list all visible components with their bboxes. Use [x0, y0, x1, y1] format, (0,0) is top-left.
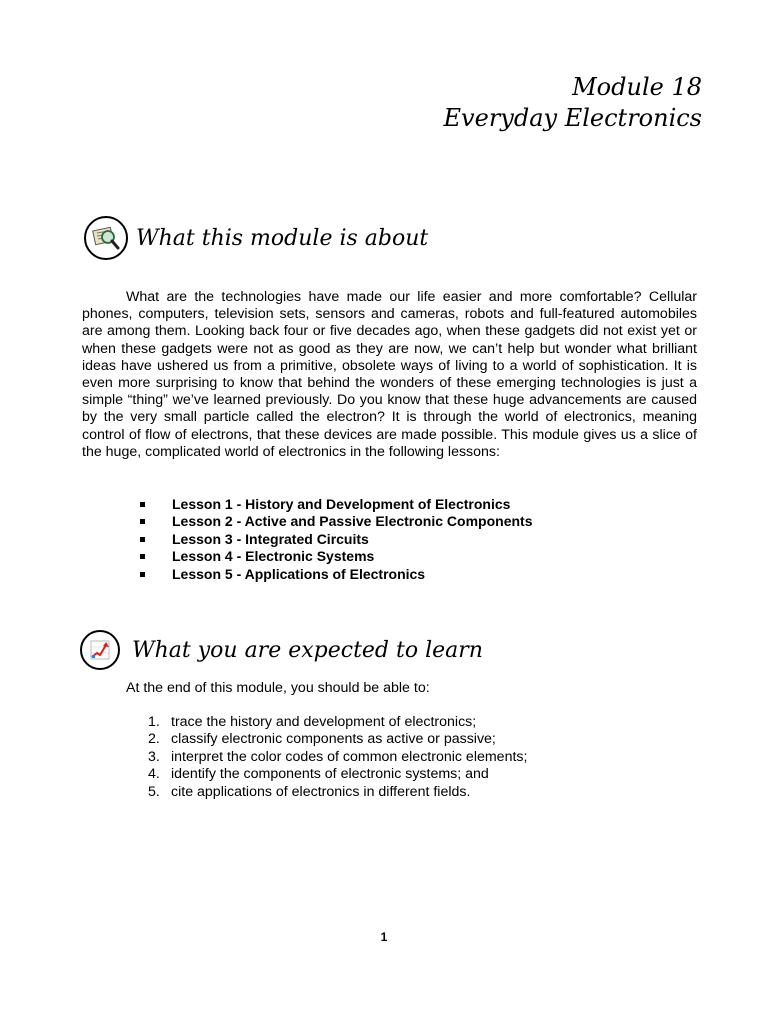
objectives-lead: At the end of this module, you should be able to: [126, 680, 430, 696]
list-item: Lesson 2 - Active and Passive Electronic Components [140, 513, 532, 530]
page-number: 1 [380, 930, 388, 944]
list-item: Lesson 5 - Applications of Electronics [140, 566, 532, 583]
bullet-icon [140, 537, 145, 542]
list-item: Lesson 3 - Integrated Circuits [140, 531, 532, 548]
module-number: Module 18 [572, 73, 702, 101]
list-item: 2. classify electronic components as active or passive; [148, 731, 496, 748]
section-about-heading: What this module is about [136, 225, 429, 251]
list-item: 3. interpret the color codes of common electronic elements; [148, 748, 528, 765]
section-about-header [84, 216, 428, 260]
bullet-icon [140, 502, 145, 507]
module-title-block [444, 72, 702, 134]
objectives-list [148, 714, 527, 801]
bullet-icon [140, 519, 145, 524]
list-item: 5. cite applications of electronics in different fields. [148, 783, 471, 800]
section-learn-heading: What you are expected to learn [132, 637, 483, 663]
module-title: Everyday Electronics [443, 104, 702, 132]
intro-paragraph: What are the technologies have made our life easier and more comfortable? Cellular phones, computers, television sets, sensors and cameras, robots and full-featured automobiles are among them. Looking back four or five decades ago, when these gadgets did not exist yet or when these gadgets were not as good as they are now, we can’t help but wonder what brilliant ideas have ushered us from a primitive, obsolete ways of living to a world of sophistication. It is even more surprising to know that behind the wonders of these emerging technologies is just a simple “thing” we’ve learned previously. Do you know that these huge advancements are caused by the very small particle called the electron? It is through the world of electronics, meaning control of flow of electrons, that these devices are made possible. This module gives us a slice of the huge, complicated world of electronics in the following lessons: [82, 289, 697, 460]
list-item: Lesson 4 - Electronic Systems [140, 548, 532, 565]
list-item: 1. trace the history and development of electronics; [148, 714, 477, 730]
lesson-list [140, 496, 532, 583]
section-learn-header [80, 630, 483, 670]
growth-chart-icon [80, 630, 120, 670]
bullet-icon [140, 572, 145, 577]
list-item: 4. identify the components of electronic systems; and [148, 766, 489, 783]
list-item: Lesson 1 - History and Development of Electronics [140, 496, 532, 513]
bullet-icon [140, 554, 145, 559]
magnifier-document-icon [84, 216, 128, 260]
